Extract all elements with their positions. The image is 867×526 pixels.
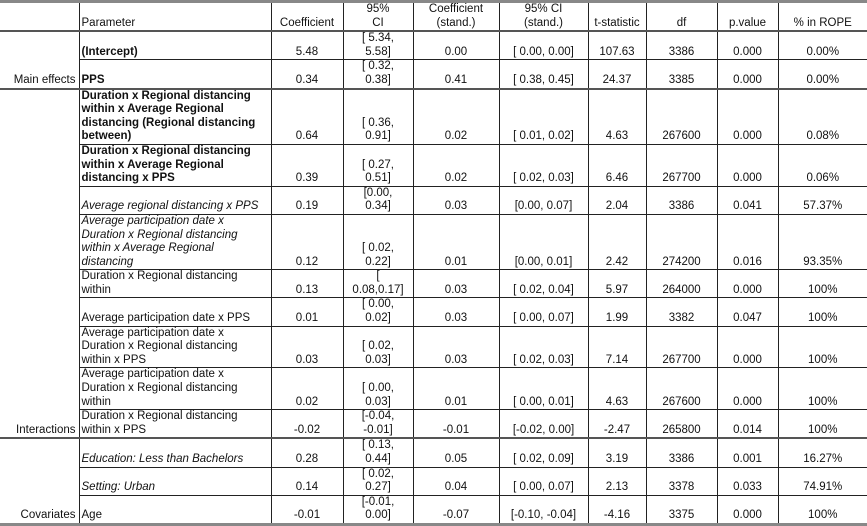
rope-cell: 74.91%	[778, 467, 867, 495]
df-cell: 267700	[646, 326, 717, 368]
ci-cell: [ 0.08,0.17]	[343, 270, 413, 298]
table-row	[0, 214, 867, 269]
df-cell: 265800	[646, 410, 717, 439]
ci-cell: [ 0.02, 0.03]	[343, 326, 413, 368]
t-statistic-cell: 107.63	[588, 31, 646, 60]
df-cell: 3375	[646, 495, 717, 524]
ci-cell: [ 0.02, 0.22]	[343, 214, 413, 269]
parameter-cell: Education: Less than Bachelors	[79, 438, 271, 467]
t-statistic-cell: 1.99	[588, 298, 646, 326]
coefficient-std-cell: 0.03	[413, 298, 499, 326]
table-row	[0, 31, 867, 60]
df-cell: 3386	[646, 31, 717, 60]
coefficient-cell: 0.14	[271, 467, 343, 495]
ci-std-cell: [0.00, 0.01]	[499, 214, 588, 269]
df-cell: 3385	[646, 60, 717, 89]
ci-cell: [ 0.00, 0.03]	[343, 368, 413, 410]
t-statistic-cell: 7.14	[588, 326, 646, 368]
coefficient-std-cell: 0.02	[413, 89, 499, 145]
table-row	[0, 410, 867, 439]
t-statistic-cell: 24.37	[588, 60, 646, 89]
ci-std-cell: [-0.10, -0.04]	[499, 495, 588, 524]
parameter-cell: Age	[79, 495, 271, 524]
t-statistic-cell: -4.16	[588, 495, 646, 524]
rope-cell: 0.00%	[778, 31, 867, 60]
rope-cell: 93.35%	[778, 214, 867, 269]
coefficient-std-cell: 0.03	[413, 186, 499, 214]
rope-cell: 0.08%	[778, 89, 867, 145]
coefficient-std-cell: 0.01	[413, 368, 499, 410]
coefficient-std-cell: -0.07	[413, 495, 499, 524]
p-value-cell: 0.041	[717, 186, 778, 214]
coefficient-cell: 5.48	[271, 31, 343, 60]
df-cell: 3386	[646, 186, 717, 214]
p-value-cell: 0.000	[717, 326, 778, 368]
coefficient-cell: 0.02	[271, 368, 343, 410]
p-value-cell: 0.000	[717, 270, 778, 298]
t-statistic-cell: 2.42	[588, 214, 646, 269]
ci-cell: [0.00, 0.34]	[343, 186, 413, 214]
rope-cell: 57.37%	[778, 186, 867, 214]
header-ci-std: 95% CI (stand.)	[499, 2, 588, 32]
header-coefficient-std: Coefficient (stand.)	[413, 2, 499, 32]
ci-std-cell: [ 0.02, 0.09]	[499, 438, 588, 467]
rope-cell: 100%	[778, 298, 867, 326]
parameter-cell: Duration x Regional distancing within	[79, 270, 271, 298]
parameter-cell: Average participation date x Duration x Regional distancing within	[79, 368, 271, 410]
ci-std-cell: [ 0.02, 0.04]	[499, 270, 588, 298]
ci-cell: [-0.01, 0.00]	[343, 495, 413, 524]
coefficient-std-cell: 0.02	[413, 144, 499, 186]
t-statistic-cell: -2.47	[588, 410, 646, 439]
header-group	[0, 2, 79, 32]
ci-cell: [ 0.32, 0.38]	[343, 60, 413, 89]
parameter-cell: Average participation date x Duration x Regional distancing within x Average Regional distancing	[79, 214, 271, 269]
ci-cell: [ 0.02, 0.27]	[343, 467, 413, 495]
rope-cell: 100%	[778, 495, 867, 524]
p-value-cell: 0.000	[717, 495, 778, 524]
t-statistic-cell: 2.04	[588, 186, 646, 214]
ci-std-cell: [ 0.00, 0.07]	[499, 298, 588, 326]
ci-std-cell: [ 0.38, 0.45]	[499, 60, 588, 89]
p-value-cell: 0.000	[717, 368, 778, 410]
t-statistic-cell: 5.97	[588, 270, 646, 298]
table-body	[0, 31, 867, 524]
ci-cell: [ 0.13, 0.44]	[343, 438, 413, 467]
table-row	[0, 495, 867, 524]
df-cell: 274200	[646, 214, 717, 269]
coefficient-cell: 0.19	[271, 186, 343, 214]
header-parameter: Parameter	[79, 2, 271, 32]
parameter-cell: PPS	[79, 60, 271, 89]
group-label: Covariates	[0, 438, 79, 524]
p-value-cell: 0.016	[717, 214, 778, 269]
ci-std-cell: [ 0.00, 0.00]	[499, 31, 588, 60]
coefficient-std-cell: 0.41	[413, 60, 499, 89]
coefficient-cell: 0.03	[271, 326, 343, 368]
ci-std-cell: [ 0.01, 0.02]	[499, 89, 588, 145]
coefficient-std-cell: 0.01	[413, 214, 499, 269]
header-rope: % in ROPE	[778, 2, 867, 32]
coefficient-cell: 0.39	[271, 144, 343, 186]
p-value-cell: 0.000	[717, 31, 778, 60]
coefficient-cell: 0.64	[271, 89, 343, 145]
df-cell: 267700	[646, 144, 717, 186]
df-cell: 3378	[646, 467, 717, 495]
ci-cell: [ 0.27, 0.51]	[343, 144, 413, 186]
t-statistic-cell: 6.46	[588, 144, 646, 186]
coefficient-std-cell: 0.04	[413, 467, 499, 495]
header-row	[0, 2, 867, 32]
ci-std-cell: [0.00, 0.07]	[499, 186, 588, 214]
ci-std-cell: [ 0.02, 0.03]	[499, 144, 588, 186]
t-statistic-cell: 3.19	[588, 438, 646, 467]
group-label: Interactions	[0, 89, 79, 439]
ci-std-cell: [ 0.02, 0.03]	[499, 326, 588, 368]
p-value-cell: 0.033	[717, 467, 778, 495]
table-row	[0, 326, 867, 368]
coefficient-std-cell: 0.00	[413, 31, 499, 60]
table-row	[0, 438, 867, 467]
group-label: Main effects	[0, 31, 79, 88]
df-cell: 3382	[646, 298, 717, 326]
p-value-cell: 0.014	[717, 410, 778, 439]
rope-cell: 100%	[778, 326, 867, 368]
ci-cell: [ 0.36, 0.91]	[343, 89, 413, 145]
coefficient-cell: 0.01	[271, 298, 343, 326]
p-value-cell: 0.000	[717, 144, 778, 186]
coefficient-cell: 0.12	[271, 214, 343, 269]
ci-cell: [ 0.00, 0.02]	[343, 298, 413, 326]
header-coefficient: Coefficient	[271, 2, 343, 32]
parameter-cell: Average regional distancing x PPS	[79, 186, 271, 214]
df-cell: 267600	[646, 368, 717, 410]
parameter-cell: (Intercept)	[79, 31, 271, 60]
ci-std-cell: [ 0.00, 0.01]	[499, 368, 588, 410]
df-cell: 264000	[646, 270, 717, 298]
table-row	[0, 89, 867, 145]
t-statistic-cell: 2.13	[588, 467, 646, 495]
header-ci: 95% CI	[343, 2, 413, 32]
coefficient-std-cell: 0.05	[413, 438, 499, 467]
p-value-cell: 0.047	[717, 298, 778, 326]
coefficient-cell: 0.13	[271, 270, 343, 298]
p-value-cell: 0.000	[717, 60, 778, 89]
p-value-cell: 0.001	[717, 438, 778, 467]
rope-cell: 100%	[778, 410, 867, 439]
table-row	[0, 60, 867, 89]
table-row	[0, 270, 867, 298]
parameter-cell: Setting: Urban	[79, 467, 271, 495]
parameter-cell: Average participation date x PPS	[79, 298, 271, 326]
t-statistic-cell: 4.63	[588, 89, 646, 145]
ci-cell: [-0.04, -0.01]	[343, 410, 413, 439]
coefficient-cell: 0.28	[271, 438, 343, 467]
df-cell: 267600	[646, 89, 717, 145]
coefficient-std-cell: 0.03	[413, 326, 499, 368]
parameter-cell: Duration x Regional distancing within x Average Regional distancing (Regional distancing between)	[79, 89, 271, 145]
p-value-cell: 0.000	[717, 89, 778, 145]
coefficient-std-cell: -0.01	[413, 410, 499, 439]
table-row	[0, 298, 867, 326]
t-statistic-cell: 4.63	[588, 368, 646, 410]
coefficient-cell: -0.02	[271, 410, 343, 439]
rope-cell: 0.06%	[778, 144, 867, 186]
df-cell: 3386	[646, 438, 717, 467]
table-row	[0, 368, 867, 410]
coefficient-cell: 0.34	[271, 60, 343, 89]
header-p-value: p.value	[717, 2, 778, 32]
rope-cell: 100%	[778, 368, 867, 410]
table-row	[0, 186, 867, 214]
ci-std-cell: [-0.02, 0.00]	[499, 410, 588, 439]
rope-cell: 100%	[778, 270, 867, 298]
header-df: df	[646, 2, 717, 32]
parameter-cell: Average participation date x Duration x Regional distancing within x PPS	[79, 326, 271, 368]
coefficient-cell: -0.01	[271, 495, 343, 524]
parameter-cell: Duration x Regional distancing within x Average Regional distancing x PPS	[79, 144, 271, 186]
table-row	[0, 144, 867, 186]
parameter-cell: Duration x Regional distancing within x PPS	[79, 410, 271, 439]
table-row	[0, 467, 867, 495]
rope-cell: 16.27%	[778, 438, 867, 467]
ci-std-cell: [ 0.00, 0.07]	[499, 467, 588, 495]
rope-cell: 0.00%	[778, 60, 867, 89]
ci-cell: [ 5.34, 5.58]	[343, 31, 413, 60]
header-t-statistic: t-statistic	[588, 2, 646, 32]
coefficient-std-cell: 0.03	[413, 270, 499, 298]
